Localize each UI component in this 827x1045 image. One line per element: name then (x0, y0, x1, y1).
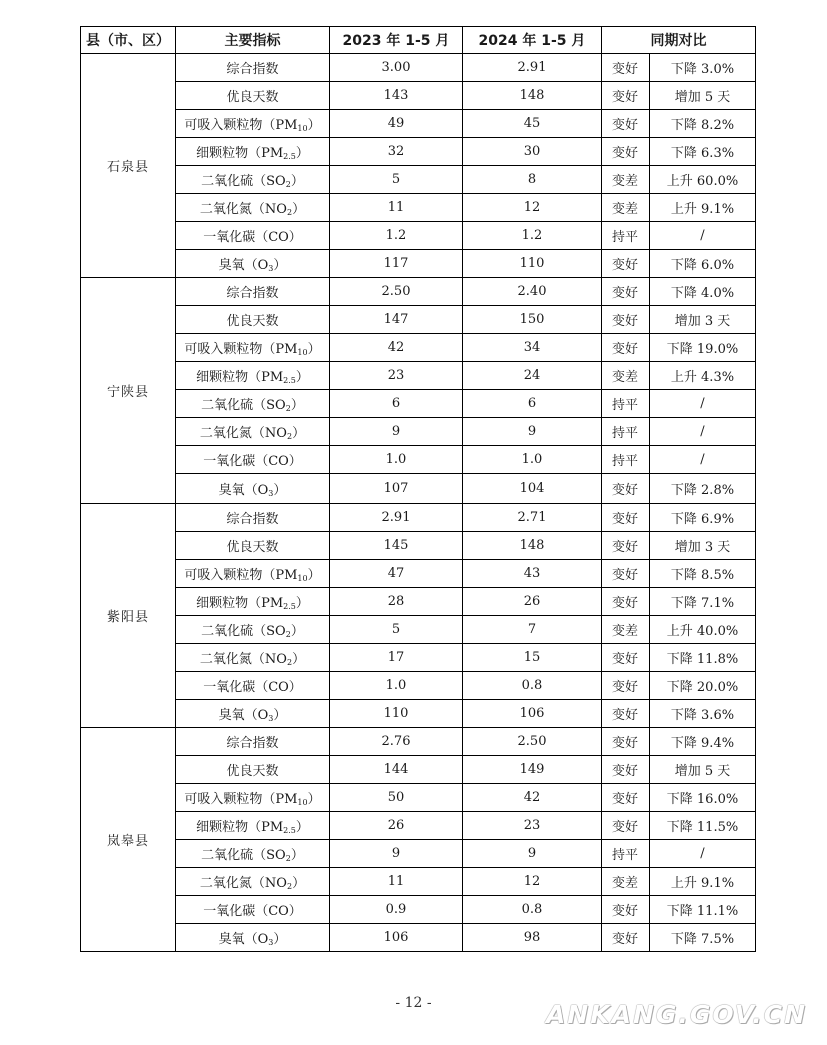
table-row (81, 250, 756, 278)
indicator-name: 优良天数 (226, 314, 279, 329)
indicator-paren: ） (292, 876, 306, 891)
indicator-name: 二氧化硫（SO (201, 624, 286, 639)
trend-change: 下降 6.3% (650, 138, 756, 166)
indicator-name: 细颗粒物（PM (196, 820, 284, 835)
value-2024: 0.8 (463, 896, 602, 924)
value-2024: 7 (463, 616, 602, 644)
indicator-subscript: 2 (285, 630, 291, 639)
trend-status: 变好 (602, 784, 650, 812)
trend-change: 下降 9.4% (650, 728, 756, 756)
trend-change: 下降 7.5% (650, 924, 756, 952)
indicator-paren: ） (307, 568, 321, 583)
indicator-subscript: 3 (268, 714, 274, 723)
indicator-subscript: 3 (268, 489, 274, 498)
indicator-name: 可吸入颗粒物（PM (184, 118, 298, 133)
trend-status: 变差 (602, 362, 650, 390)
indicator-name: 优良天数 (226, 90, 279, 105)
table-row (81, 82, 756, 110)
indicator-name: 臭氧（O (218, 932, 269, 947)
trend-change: 上升 40.0% (650, 616, 756, 644)
indicator-cell (176, 756, 330, 784)
indicator-subscript: 2 (286, 432, 293, 441)
indicator-name: 臭氧（O (218, 483, 269, 498)
table-row (81, 362, 756, 390)
trend-change: 上升 60.0% (650, 166, 756, 194)
indicator-cell (176, 474, 330, 504)
trend-change: 增加 5 天 (650, 82, 756, 110)
table-row (81, 784, 756, 812)
indicator-cell (176, 222, 330, 250)
indicator-subscript: 2 (285, 404, 291, 413)
indicator-cell (176, 840, 330, 868)
indicator-name: 二氧化硫（SO (201, 398, 286, 413)
table-row (81, 334, 756, 362)
value-2024: 2.71 (463, 504, 602, 532)
value-2024: 110 (463, 250, 602, 278)
trend-change: 下降 3.0% (650, 54, 756, 82)
trend-status: 变好 (602, 250, 650, 278)
indicator-name: 一氧化碳（CO） (203, 454, 302, 469)
indicator-cell (176, 868, 330, 896)
trend-status: 变好 (602, 334, 650, 362)
indicator-subscript: 2.5 (283, 376, 296, 385)
trend-status: 变差 (602, 166, 650, 194)
value-2023: 32 (330, 138, 463, 166)
trend-change: / (650, 840, 756, 868)
value-2024: 42 (463, 784, 602, 812)
table-row (81, 672, 756, 700)
value-2024: 23 (463, 812, 602, 840)
table-row (81, 54, 756, 82)
value-2024: 148 (463, 82, 602, 110)
indicator-paren: ） (295, 596, 309, 611)
indicator-subscript: 2 (286, 658, 293, 667)
indicator-subscript: 10 (297, 574, 308, 583)
value-2023: 1.2 (330, 222, 463, 250)
trend-status: 变好 (602, 560, 650, 588)
trend-status: 变差 (602, 616, 650, 644)
indicator-paren: ） (273, 708, 287, 723)
table-row (81, 700, 756, 728)
indicator-subscript: 3 (268, 264, 274, 273)
trend-change: 增加 5 天 (650, 756, 756, 784)
indicator-cell (176, 166, 330, 194)
table-row (81, 644, 756, 672)
trend-change: / (650, 418, 756, 446)
value-2023: 17 (330, 644, 463, 672)
table-row (81, 222, 756, 250)
trend-change: / (650, 222, 756, 250)
value-2024: 148 (463, 532, 602, 560)
trend-status: 变好 (602, 504, 650, 532)
indicator-name: 细颗粒物（PM (196, 146, 284, 161)
table-row (81, 560, 756, 588)
table-row (81, 110, 756, 138)
trend-change: 下降 16.0% (650, 784, 756, 812)
trend-change: 增加 3 天 (650, 532, 756, 560)
table-row (81, 194, 756, 222)
value-2024: 1.0 (463, 446, 602, 474)
indicator-cell (176, 446, 330, 474)
indicator-subscript: 2 (286, 882, 293, 891)
indicator-paren: ） (290, 848, 304, 863)
indicator-paren: ） (307, 118, 321, 133)
indicator-paren: ） (292, 202, 306, 217)
trend-status: 变好 (602, 924, 650, 952)
value-2024: 6 (463, 390, 602, 418)
trend-change: 下降 11.8% (650, 644, 756, 672)
header-comparison: 同期对比 (602, 27, 756, 54)
value-2024: 43 (463, 560, 602, 588)
trend-status: 变好 (602, 138, 650, 166)
value-2024: 15 (463, 644, 602, 672)
value-2023: 117 (330, 250, 463, 278)
indicator-paren: ） (290, 174, 304, 189)
indicator-name: 二氧化硫（SO (201, 848, 286, 863)
indicator-cell (176, 616, 330, 644)
table-row (81, 756, 756, 784)
value-2023: 9 (330, 840, 463, 868)
indicator-paren: ） (273, 258, 287, 273)
value-2023: 110 (330, 700, 463, 728)
table-row (81, 418, 756, 446)
trend-change: 上升 9.1% (650, 194, 756, 222)
value-2024: 9 (463, 840, 602, 868)
trend-status: 变好 (602, 82, 650, 110)
indicator-paren: ） (290, 398, 304, 413)
indicator-cell (176, 672, 330, 700)
indicator-cell (176, 560, 330, 588)
trend-status: 变好 (602, 588, 650, 616)
indicator-subscript: 2.5 (283, 826, 296, 835)
value-2023: 144 (330, 756, 463, 784)
indicator-cell (176, 306, 330, 334)
trend-change: 下降 11.1% (650, 896, 756, 924)
indicator-subscript: 2.5 (283, 152, 296, 161)
county-name: 石泉县 (81, 54, 176, 278)
header-2023: 2023 年 1-5 月 (330, 27, 463, 54)
value-2023: 5 (330, 616, 463, 644)
indicator-name: 一氧化碳（CO） (203, 230, 302, 245)
value-2023: 2.76 (330, 728, 463, 756)
indicator-cell (176, 896, 330, 924)
value-2024: 149 (463, 756, 602, 784)
trend-change: 下降 3.6% (650, 700, 756, 728)
trend-change: 下降 20.0% (650, 672, 756, 700)
table-row (81, 728, 756, 756)
indicator-cell (176, 644, 330, 672)
trend-status: 持平 (602, 418, 650, 446)
trend-status: 变差 (602, 868, 650, 896)
table-row (81, 924, 756, 952)
trend-change: 下降 6.0% (650, 250, 756, 278)
county-name: 宁陕县 (81, 278, 176, 504)
trend-status: 变好 (602, 756, 650, 784)
indicator-cell (176, 278, 330, 306)
trend-status: 变好 (602, 532, 650, 560)
trend-change: / (650, 446, 756, 474)
table-row (81, 868, 756, 896)
trend-change: 下降 4.0% (650, 278, 756, 306)
value-2024: 30 (463, 138, 602, 166)
indicator-subscript: 2 (285, 180, 291, 189)
trend-status: 变好 (602, 278, 650, 306)
value-2023: 50 (330, 784, 463, 812)
indicator-cell (176, 532, 330, 560)
value-2024: 2.91 (463, 54, 602, 82)
value-2023: 1.0 (330, 446, 463, 474)
indicator-cell (176, 362, 330, 390)
value-2024: 26 (463, 588, 602, 616)
value-2023: 106 (330, 924, 463, 952)
value-2023: 28 (330, 588, 463, 616)
indicator-name: 二氧化氮（NO (199, 202, 287, 217)
indicator-name: 综合指数 (226, 286, 279, 301)
table-row (81, 390, 756, 418)
indicator-name: 二氧化硫（SO (201, 174, 286, 189)
table-row (81, 840, 756, 868)
trend-status: 持平 (602, 840, 650, 868)
value-2024: 104 (463, 474, 602, 504)
indicator-name: 综合指数 (226, 736, 279, 751)
watermark: ANKANG.GOV.CN (545, 1000, 807, 1029)
value-2024: 45 (463, 110, 602, 138)
value-2023: 147 (330, 306, 463, 334)
value-2024: 34 (463, 334, 602, 362)
value-2023: 0.9 (330, 896, 463, 924)
indicator-subscript: 10 (297, 348, 308, 357)
indicator-cell (176, 110, 330, 138)
table-row (81, 588, 756, 616)
trend-status: 变好 (602, 700, 650, 728)
indicator-name: 综合指数 (226, 512, 279, 527)
trend-status: 变好 (602, 474, 650, 504)
value-2024: 2.40 (463, 278, 602, 306)
value-2024: 8 (463, 166, 602, 194)
trend-change: 增加 3 天 (650, 306, 756, 334)
table-row (81, 474, 756, 504)
table-row (81, 812, 756, 840)
indicator-paren: ） (307, 342, 321, 357)
indicator-name: 综合指数 (226, 62, 279, 77)
value-2024: 24 (463, 362, 602, 390)
indicator-name: 细颗粒物（PM (196, 370, 284, 385)
value-2023: 2.50 (330, 278, 463, 306)
value-2023: 26 (330, 812, 463, 840)
indicator-cell (176, 250, 330, 278)
trend-change: 下降 7.1% (650, 588, 756, 616)
indicator-paren: ） (292, 652, 306, 667)
indicator-name: 优良天数 (226, 764, 279, 779)
value-2024: 2.50 (463, 728, 602, 756)
indicator-name: 可吸入颗粒物（PM (184, 568, 298, 583)
indicator-name: 二氧化氮（NO (199, 652, 287, 667)
value-2024: 0.8 (463, 672, 602, 700)
value-2024: 9 (463, 418, 602, 446)
indicator-cell (176, 194, 330, 222)
value-2023: 9 (330, 418, 463, 446)
trend-status: 持平 (602, 446, 650, 474)
table-row (81, 166, 756, 194)
value-2023: 1.0 (330, 672, 463, 700)
value-2023: 143 (330, 82, 463, 110)
indicator-subscript: 10 (297, 798, 308, 807)
indicator-cell (176, 784, 330, 812)
trend-change: 上升 4.3% (650, 362, 756, 390)
indicator-subscript: 2.5 (283, 602, 296, 611)
indicator-paren: ） (307, 792, 321, 807)
indicator-name: 臭氧（O (218, 708, 269, 723)
trend-change: 下降 8.5% (650, 560, 756, 588)
indicator-paren: ） (295, 370, 309, 385)
indicator-name: 优良天数 (226, 540, 279, 555)
value-2023: 23 (330, 362, 463, 390)
indicator-cell (176, 812, 330, 840)
indicator-subscript: 2 (285, 854, 291, 863)
indicator-cell (176, 418, 330, 446)
table-row (81, 278, 756, 306)
value-2023: 145 (330, 532, 463, 560)
value-2023: 5 (330, 166, 463, 194)
table-row (81, 446, 756, 474)
indicator-paren: ） (295, 820, 309, 835)
indicator-name: 可吸入颗粒物（PM (184, 792, 298, 807)
table-row (81, 138, 756, 166)
trend-status: 变好 (602, 812, 650, 840)
indicator-name: 二氧化氮（NO (199, 876, 287, 891)
indicator-cell (176, 390, 330, 418)
trend-status: 变差 (602, 194, 650, 222)
indicator-cell (176, 700, 330, 728)
trend-status: 变好 (602, 672, 650, 700)
value-2024: 106 (463, 700, 602, 728)
trend-change: 下降 11.5% (650, 812, 756, 840)
trend-change: 下降 19.0% (650, 334, 756, 362)
county-name: 岚皋县 (81, 728, 176, 952)
value-2024: 12 (463, 194, 602, 222)
indicator-cell (176, 588, 330, 616)
trend-change: 下降 6.9% (650, 504, 756, 532)
value-2023: 107 (330, 474, 463, 504)
trend-status: 持平 (602, 390, 650, 418)
indicator-subscript: 2 (286, 208, 293, 217)
trend-status: 变好 (602, 54, 650, 82)
header-indicator: 主要指标 (176, 27, 330, 54)
indicator-cell (176, 924, 330, 952)
air-quality-table (80, 26, 756, 952)
indicator-name: 一氧化碳（CO） (203, 904, 302, 919)
trend-status: 变好 (602, 896, 650, 924)
indicator-paren: ） (292, 426, 306, 441)
value-2023: 42 (330, 334, 463, 362)
trend-change: 上升 9.1% (650, 868, 756, 896)
header-row (81, 27, 756, 54)
indicator-paren: ） (273, 932, 287, 947)
value-2024: 150 (463, 306, 602, 334)
trend-status: 变好 (602, 110, 650, 138)
county-name: 紫阳县 (81, 504, 176, 728)
trend-change: / (650, 390, 756, 418)
value-2024: 12 (463, 868, 602, 896)
indicator-cell (176, 334, 330, 362)
indicator-cell (176, 504, 330, 532)
indicator-cell (176, 54, 330, 82)
value-2024: 98 (463, 924, 602, 952)
table-row (81, 504, 756, 532)
value-2023: 11 (330, 194, 463, 222)
header-2024: 2024 年 1-5 月 (463, 27, 602, 54)
indicator-name: 一氧化碳（CO） (203, 680, 302, 695)
indicator-subscript: 10 (297, 124, 308, 133)
table-row (81, 896, 756, 924)
value-2023: 3.00 (330, 54, 463, 82)
value-2023: 11 (330, 868, 463, 896)
trend-status: 持平 (602, 222, 650, 250)
indicator-name: 可吸入颗粒物（PM (184, 342, 298, 357)
value-2023: 2.91 (330, 504, 463, 532)
indicator-name: 二氧化氮（NO (199, 426, 287, 441)
trend-change: 下降 2.8% (650, 474, 756, 504)
value-2023: 47 (330, 560, 463, 588)
indicator-name: 臭氧（O (218, 258, 269, 273)
table-row (81, 616, 756, 644)
indicator-paren: ） (295, 146, 309, 161)
indicator-paren: ） (273, 483, 287, 498)
indicator-cell (176, 728, 330, 756)
trend-status: 变好 (602, 728, 650, 756)
value-2024: 1.2 (463, 222, 602, 250)
trend-status: 变好 (602, 306, 650, 334)
indicator-paren: ） (290, 624, 304, 639)
indicator-subscript: 3 (268, 938, 274, 947)
indicator-name: 细颗粒物（PM (196, 596, 284, 611)
indicator-cell (176, 82, 330, 110)
header-county: 县（市、区） (81, 27, 176, 54)
trend-status: 变好 (602, 644, 650, 672)
page-number: - 12 - (395, 995, 432, 1011)
value-2023: 6 (330, 390, 463, 418)
table-row (81, 532, 756, 560)
indicator-cell (176, 138, 330, 166)
table-row (81, 306, 756, 334)
value-2023: 49 (330, 110, 463, 138)
trend-change: 下降 8.2% (650, 110, 756, 138)
